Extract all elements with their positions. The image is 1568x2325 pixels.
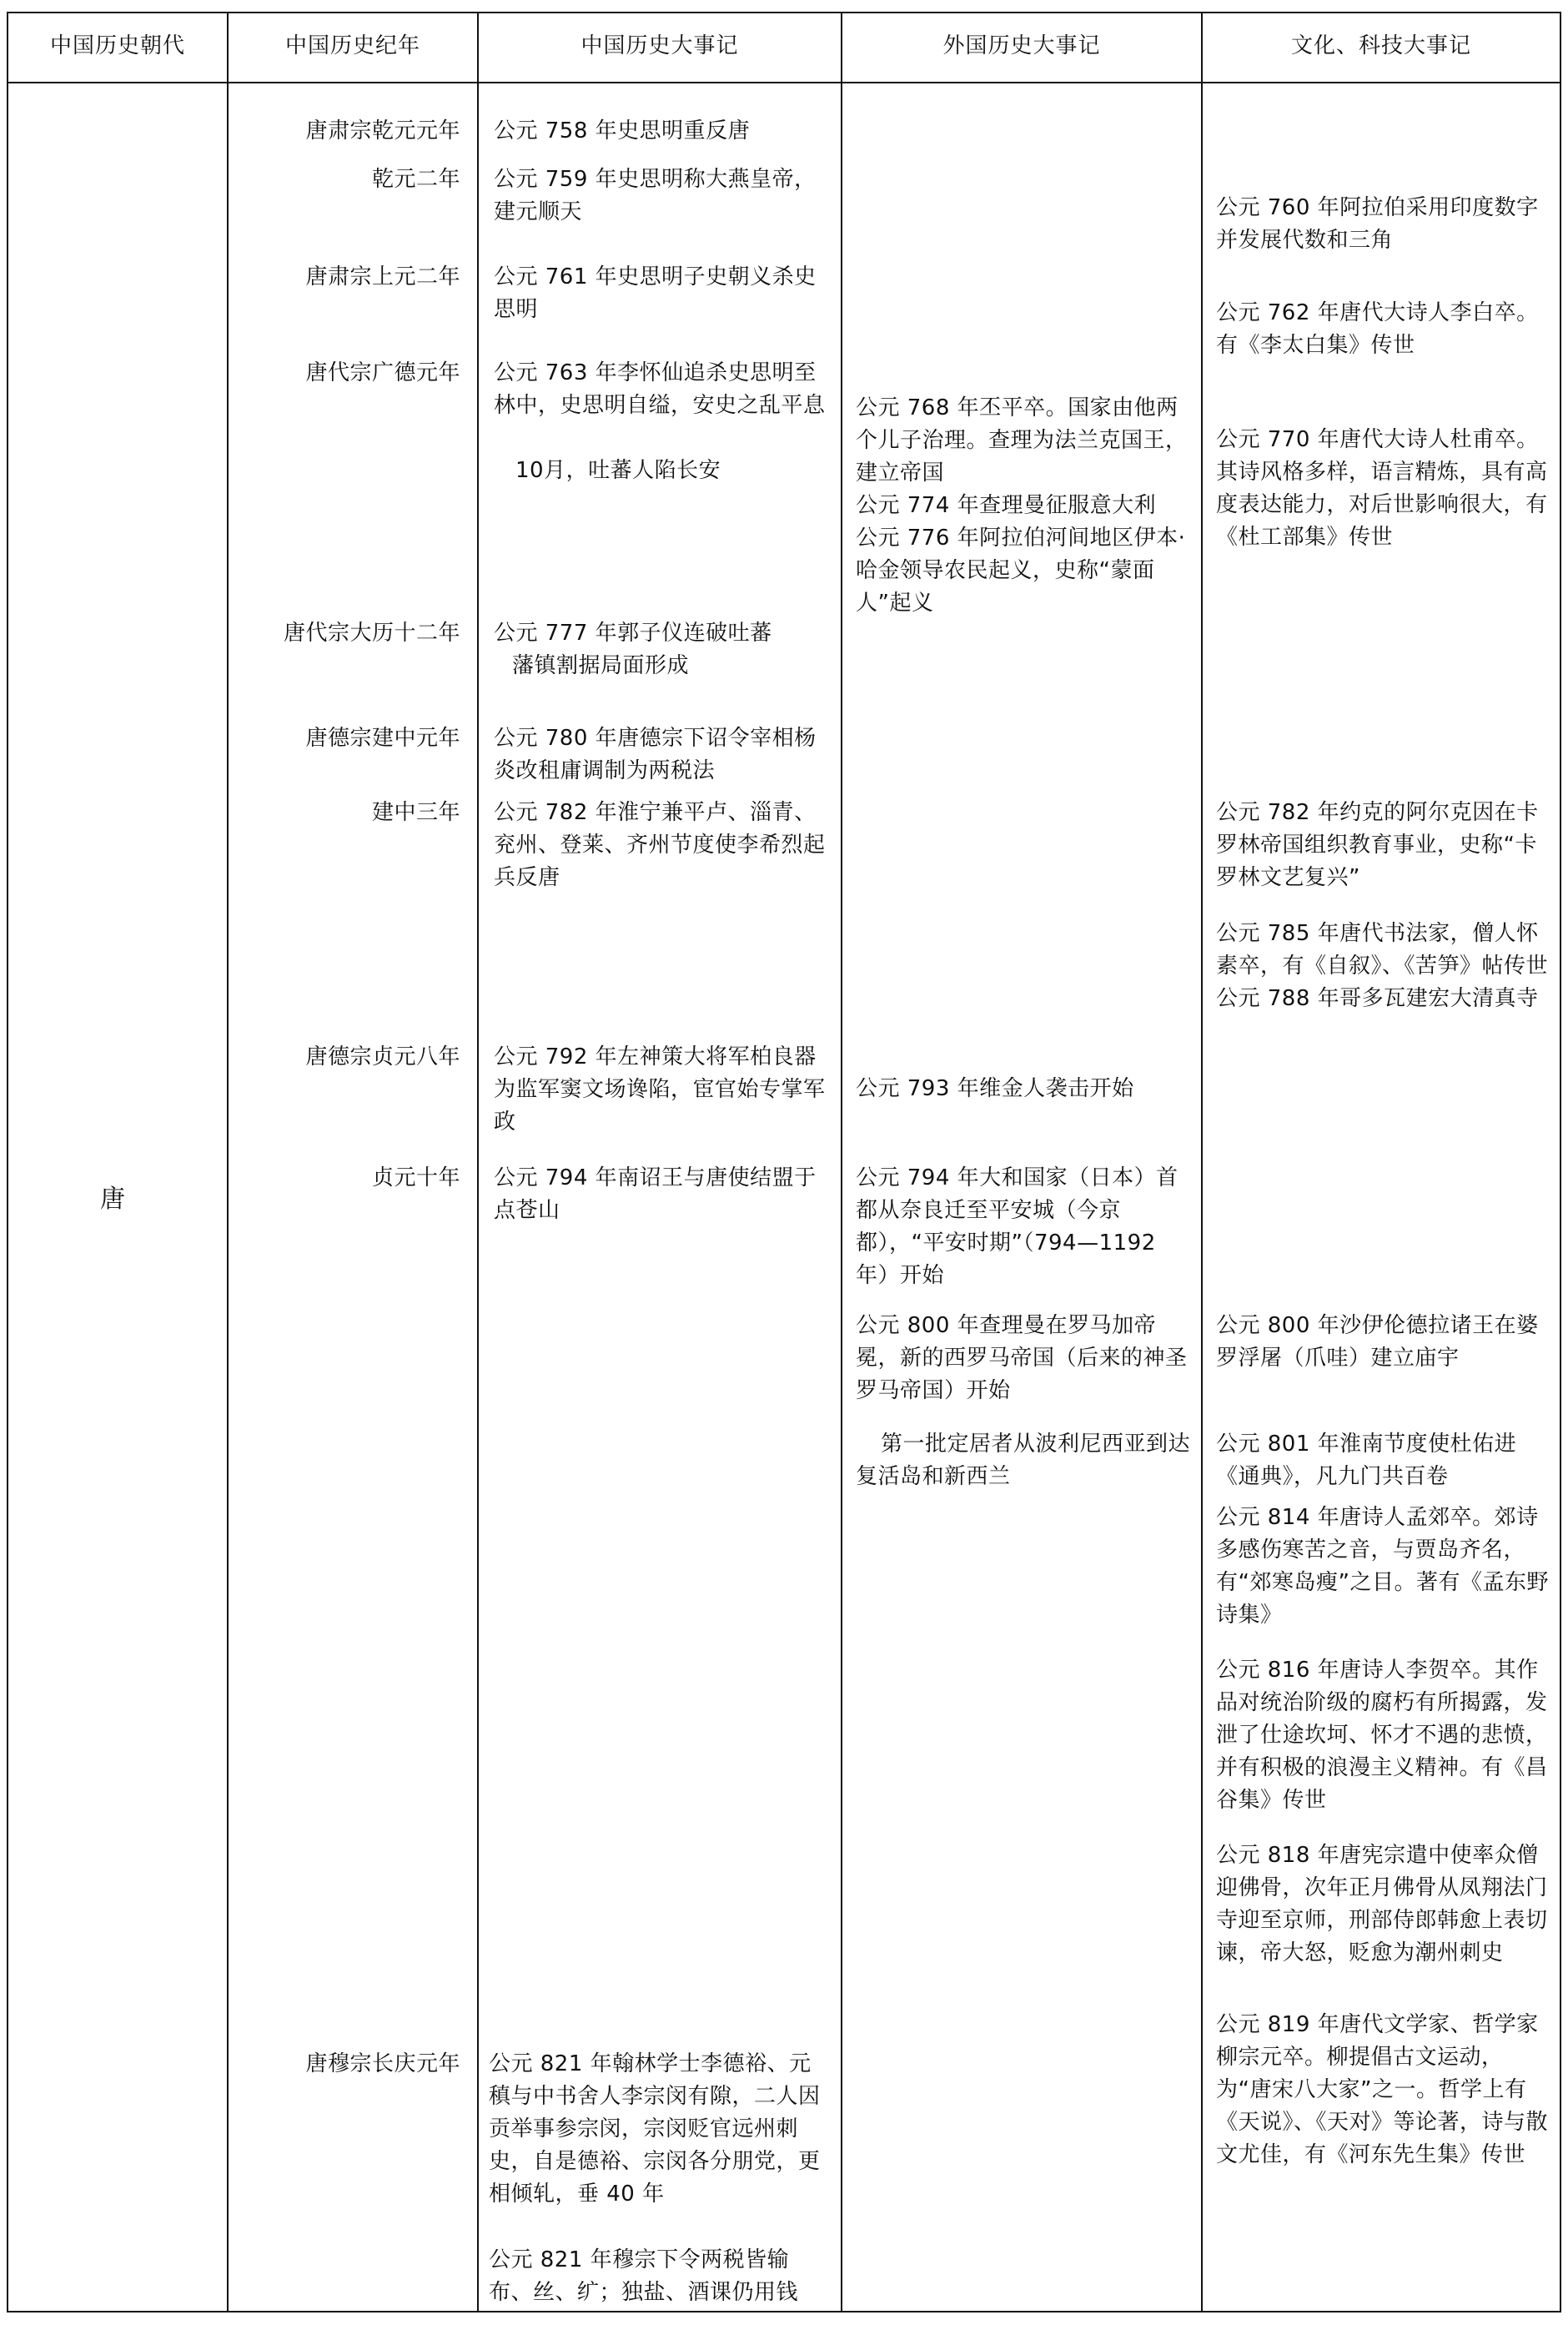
era-label: 贞元十年 — [371, 1165, 460, 1190]
culture-event: 公元 816 年唐诗人李贺卒。其作品对统治阶级的腐朽有所揭露，发泄了仕途坎坷、怀才不遇的悲愤，并有积极的浪漫主义精神。有《昌谷集》传世 — [1216, 1658, 1548, 1813]
header-culture-events: 文化、科技大事记 — [1290, 33, 1471, 58]
culture-event: 公元 801 年淮南节度使杜佑进《通典》，凡九门共百卷 — [1216, 1432, 1517, 1489]
culture-event: 公元 788 年哥多瓦建宏大清真寺 — [1216, 986, 1539, 1011]
china-event: 公元 761 年史思明子史朝义杀史思明 — [494, 264, 817, 322]
china-event: 公元 821 年穆宗下令两税皆输布、丝、纩；独盐、酒课仍用钱 — [489, 2247, 799, 2305]
china-event: 公元 758 年史思明重反唐 — [494, 118, 751, 143]
header-china-events: 中国历史大事记 — [580, 33, 739, 58]
culture-event: 公元 818 年唐宪宗遣中使率众僧迎佛骨，次年正月佛骨从凤翔法门寺迎至京师，刑部侍郎韩愈上表切谏，帝大怒，贬愈为潮州刺史 — [1216, 1843, 1548, 1965]
china-event: 公元 821 年翰林学士李德裕、元稹与中书舍人李宗闵有隙，二人因贡举事参宗闵，宗闵贬官远州刺史，自是德裕、宗闵各分朋党，更相倾轧，垂 40 年 — [489, 2051, 821, 2207]
header-dynasty: 中国历史朝代 — [49, 33, 185, 58]
foreign-event: 公元 794 年大和国家（日本）首都从奈良迁至平安城（今京都），“平安时期”（794—1192 年）开始 — [856, 1165, 1179, 1288]
era-label: 唐肃宗上元二年 — [305, 264, 460, 289]
culture-event: 公元 800 年沙伊伦德拉诸王在婆罗浮屠（爪哇）建立庙宇 — [1216, 1313, 1539, 1371]
china-event: 公元 794 年南诏王与唐使结盟于点苍山 — [494, 1165, 817, 1223]
col-border-2 — [477, 12, 479, 2312]
culture-event: 公元 785 年唐代书法家，僧人怀素卒，有《自叙》、《苦笋》帖传世 — [1216, 921, 1549, 979]
header-era: 中国历史纪年 — [284, 33, 420, 58]
era-label: 唐代宗大历十二年 — [283, 621, 460, 646]
col-border-3 — [841, 12, 842, 2312]
china-event: 藩镇割据局面形成 — [512, 653, 690, 678]
col-border-4 — [1201, 12, 1203, 2312]
china-event: 公元 782 年淮宁兼平卢、淄青、兖州、登莱、齐州节度使李希烈起兵反唐 — [494, 800, 826, 890]
foreign-event: 第一批定居者从波利尼西亚到达复活岛和新西兰 — [856, 1432, 1191, 1489]
era-label: 唐肃宗乾元元年 — [305, 118, 460, 143]
culture-event: 公元 760 年阿拉伯采用印度数字并发展代数和三角 — [1216, 195, 1539, 253]
col-border-5 — [1560, 12, 1561, 2312]
era-label: 唐德宗贞元八年 — [305, 1044, 460, 1069]
col-border-0 — [7, 12, 8, 2312]
culture-event: 公元 770 年唐代大诗人杜甫卒。其诗风格多样，语言精炼，具有高度表达能力，对后世影响很大，有《杜工部集》传世 — [1216, 427, 1548, 550]
culture-event: 公元 762 年唐代大诗人李白卒。有《李太白集》传世 — [1216, 300, 1539, 358]
culture-event: 公元 814 年唐诗人孟郊卒。郊诗多感伤寒苦之音，与贾岛齐名，有“郊寒岛瘦”之目。著有《孟东野诗集》 — [1216, 1505, 1549, 1628]
foreign-event: 公元 776 年阿拉伯河间地区伊本·哈金领导农民起义，史称“蒙面人”起义 — [856, 526, 1186, 616]
foreign-event: 公元 768 年丕平卒。国家由他两个儿子治理。查理为法兰克国王，建立帝国 — [856, 395, 1188, 486]
era-label: 建中三年 — [371, 800, 460, 825]
foreign-event: 公元 774 年查理曼征服意大利 — [856, 493, 1157, 518]
china-event: 公元 792 年左神策大将军柏良器为监军窦文场谗陷，宦官始专掌军政 — [494, 1044, 826, 1135]
table-bottom-border — [7, 2311, 1561, 2312]
header-bottom-border — [7, 82, 1561, 83]
era-label: 唐德宗建中元年 — [305, 726, 460, 751]
china-event: 公元 763 年李怀仙追杀史思明至林中，史思明自缢，安史之乱平息 — [494, 360, 826, 418]
foreign-event: 公元 800 年查理曼在罗马加帝冕，新的西罗马帝国（后来的神圣罗马帝国）开始 — [856, 1313, 1188, 1403]
era-label: 乾元二年 — [371, 167, 460, 192]
era-label: 唐穆宗长庆元年 — [305, 2051, 460, 2076]
table-top-border — [7, 12, 1561, 13]
era-label: 唐代宗广德元年 — [305, 360, 460, 385]
dynasty-label: 唐 — [100, 1185, 125, 1214]
china-event: 公元 759 年史思明称大燕皇帝，建元顺天 — [494, 167, 817, 224]
culture-event: 公元 819 年唐代文学家、哲学家柳宗元卒。柳提倡古文运动，为“唐宋八大家”之一。哲学上有《天说》、《天对》等论著，诗与散文尤佳，有《河东先生集》传世 — [1216, 2012, 1549, 2167]
china-event: 公元 780 年唐德宗下诏令宰相杨炎改租庸调制为两税法 — [494, 726, 817, 783]
culture-event: 公元 782 年约克的阿尔克因在卡罗林帝国组织教育事业，史称“卡罗林文艺复兴” — [1216, 800, 1539, 890]
header-foreign-events: 外国历史大事记 — [942, 33, 1101, 58]
china-event: 公元 777 年郭子仪连破吐蕃 — [494, 621, 772, 646]
foreign-event: 公元 793 年维金人袭击开始 — [856, 1076, 1134, 1101]
china-event: 10月，吐蕃人陷长安 — [515, 458, 721, 483]
